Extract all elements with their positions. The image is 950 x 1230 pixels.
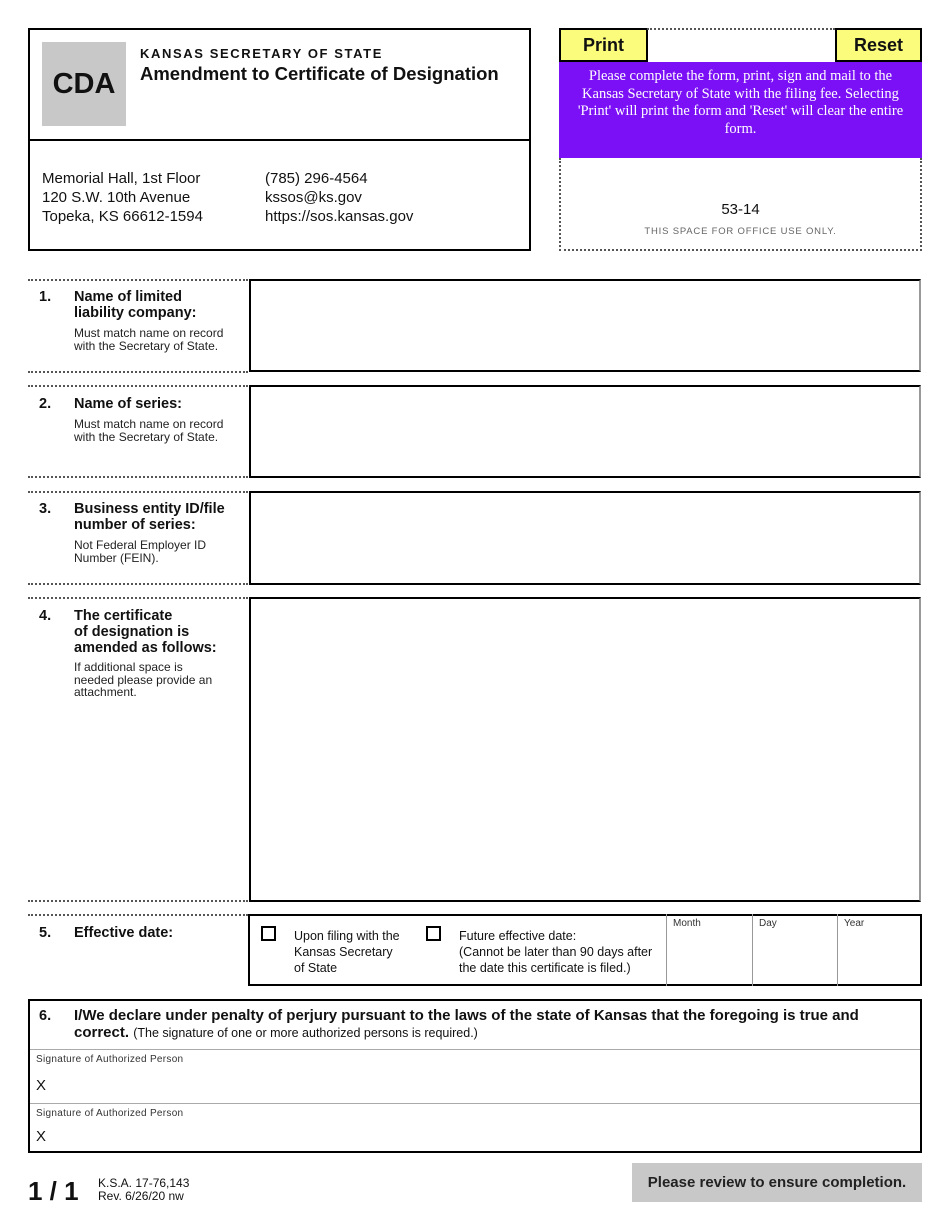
item-hint-line: with the Secretary of State. [74, 429, 219, 444]
item-separator [28, 476, 248, 478]
button-bar-gap [647, 28, 835, 30]
item-hint-line: Must match name on record [74, 326, 224, 340]
option-line: Kansas Secretary [294, 945, 393, 959]
item-label [74, 289, 196, 321]
series-name-field[interactable] [249, 385, 921, 478]
item-label: Name of series: [74, 396, 182, 412]
upon-filing-checkbox[interactable] [261, 926, 276, 941]
item-label-line: liability company: [74, 305, 197, 321]
address-line: 120 S.W. 10th Avenue [42, 189, 191, 206]
item-number: 2. [39, 396, 52, 412]
declaration-divider [30, 1049, 920, 1050]
form-number: 53-14 [721, 201, 760, 218]
day-label: Day [759, 918, 777, 929]
statute-line: K.S.A. 17-76,143 [98, 1176, 190, 1190]
future-date-checkbox[interactable] [426, 926, 441, 941]
item-separator [28, 900, 248, 902]
item-hint-line: needed please provide an [74, 672, 213, 687]
header-divider [28, 139, 531, 141]
signature-label: Signature of Authorized Person [36, 1054, 184, 1065]
agency-name: KANSAS SECRETARY OF STATE [140, 46, 383, 61]
item-number: 1. [39, 289, 52, 305]
item-hint-line: If additional space is [74, 660, 183, 674]
item-separator [28, 914, 248, 916]
address-line: Topeka, KS 66612-1594 [42, 208, 203, 225]
form-code-badge: CDA [42, 42, 126, 126]
item-label [74, 501, 225, 533]
item-label-line: Business entity ID/file [74, 501, 225, 517]
item-number: 5. [39, 925, 52, 941]
email-address: kssos@ks.gov [265, 189, 362, 206]
item-label: Effective date: [74, 925, 174, 941]
item-separator [28, 583, 248, 585]
option-line: of State [294, 961, 338, 975]
year-field[interactable] [837, 914, 920, 986]
declaration-note: (The signature of one or more authorized persons is required.) [133, 1026, 478, 1040]
year-label: Year [844, 918, 865, 929]
reset-button[interactable]: Reset [835, 28, 922, 62]
declaration-statement [74, 1007, 904, 1042]
item-hint [74, 327, 223, 352]
item-separator [28, 597, 248, 599]
item-hint [74, 539, 206, 564]
item-separator [28, 385, 248, 387]
signature-field-2[interactable] [56, 1120, 916, 1150]
item-separator [28, 279, 248, 281]
amendment-text-area[interactable] [249, 597, 921, 902]
item-hint-line: with the Secretary of State. [74, 338, 219, 353]
item-number: 4. [39, 608, 52, 624]
declaration-divider [30, 1103, 920, 1104]
mailing-address [42, 169, 203, 226]
signature-mark: X [36, 1128, 47, 1145]
website-url: https://sos.kansas.gov [265, 208, 414, 225]
signature-field-1[interactable] [56, 1066, 916, 1100]
phone-number: (785) 296-4564 [265, 170, 368, 187]
item-hint-line: Not Federal Employer ID [74, 538, 207, 552]
review-banner: Please review to ensure completion. [632, 1163, 922, 1202]
item-number: 3. [39, 501, 52, 517]
item-separator [28, 371, 248, 373]
item-label-line: Name of limited [74, 289, 182, 305]
signature-mark: X [36, 1077, 47, 1094]
llc-name-field[interactable] [249, 279, 921, 372]
item-hint-line: Must match name on record [74, 417, 224, 431]
option-line: Upon filing with the [294, 929, 400, 943]
statute-reference [98, 1177, 189, 1203]
signature-label: Signature of Authorized Person [36, 1108, 184, 1119]
revision-line: Rev. 6/26/20 nw [98, 1189, 184, 1203]
future-date-label [459, 928, 652, 976]
item-hint-line: attachment. [74, 685, 137, 699]
item-hint [74, 661, 212, 699]
entity-id-field[interactable] [249, 491, 921, 585]
upon-filing-label [294, 928, 400, 976]
item-label-line: The certificate [74, 608, 173, 624]
print-button[interactable]: Print [559, 28, 648, 62]
item-separator [28, 491, 248, 493]
item-label [74, 608, 217, 656]
option-line: (Cannot be later than 90 days after [459, 945, 653, 959]
day-field[interactable] [752, 914, 837, 986]
item-label-line: of designation is [74, 624, 190, 640]
declaration-text: I/We declare under penalty of perjury pursuant to the laws of the state of Kansas that the foregoing is true and correct. [74, 1007, 859, 1041]
item-label-line: number of series: [74, 517, 196, 533]
address-line: Memorial Hall, 1st Floor [42, 170, 201, 187]
item-hint [74, 418, 223, 443]
month-label: Month [673, 918, 701, 929]
form-title: Amendment to Certificate of Designation [140, 63, 499, 84]
contact-info [265, 169, 413, 226]
option-line: Future effective date: [459, 929, 577, 943]
page-indicator: 1 / 1 [28, 1176, 79, 1206]
month-field[interactable] [666, 914, 752, 986]
item-label-line: amended as follows: [74, 640, 217, 656]
item-hint-line: Number (FEIN). [74, 550, 159, 565]
option-line: the date this certificate is filed.) [459, 961, 631, 975]
item-number: 6. [39, 1008, 52, 1024]
office-use-note: THIS SPACE FOR OFFICE USE ONLY. [644, 226, 837, 237]
instructions-banner: Please complete the form, print, sign and mail to the Kansas Secretary of State with the filing fee. Selecting 'Print' will print the form and 'Reset' will clear the entire form. [559, 62, 922, 158]
